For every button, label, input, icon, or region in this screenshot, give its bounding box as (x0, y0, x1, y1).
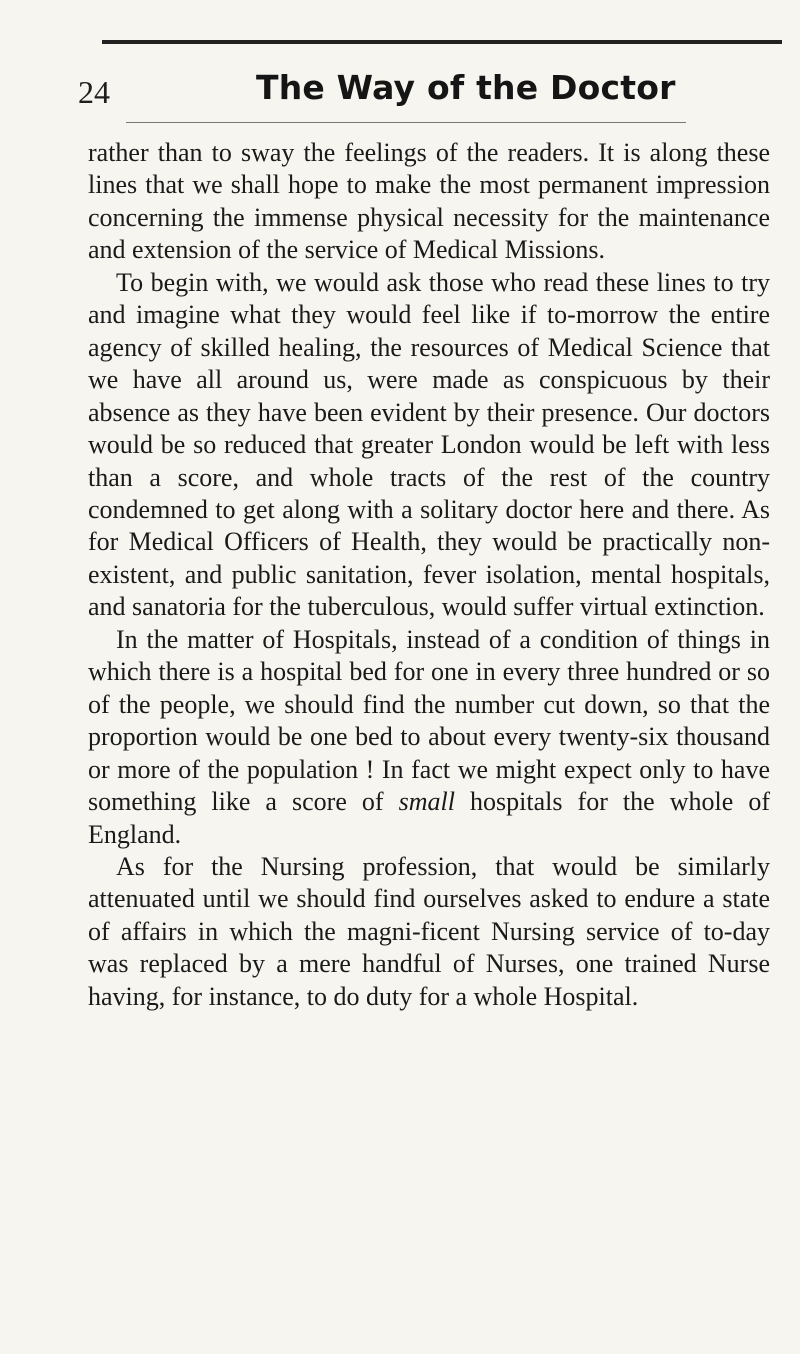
paragraph-3 (88, 624, 770, 851)
body-text (88, 137, 770, 1013)
page-header (78, 62, 782, 122)
paragraph-3-part-2: hospitals for the whole of England. (88, 787, 770, 849)
paragraph-3-part-1: In the matter of Hospitals, instead of a condition of things in which there is a hospital bed for one in every three hundred or so of the people, we should find the number cut down, so that the proportion would be one bed to about every twenty-six thousand or more of the population ! In fact we might expect only to have something like a score of (88, 624, 770, 817)
page-number: 24 (78, 74, 110, 110)
paragraph-1: rather than to sway the feelings of the readers. It is along these lines that we shall hope to make the most permanent impression concerning the immense physical necessity for the maintenance and extension of the service of Medical Missions. (88, 138, 770, 265)
paragraph-2: To begin with, we would ask those who read these lines to try and imagine what they would feel like if to-morrow the entire agency of skilled healing, the resources of Medical Science that we have all around us, were made as conspicuous by their absence as they have been evident by their presence. Our doctors would be so reduced that greater London would be left with less than a score, and whole tracts of the rest of the country condemned to get along with a solitary doctor here and there. As for Medical Officers of Health, they would be practically non-existent, and public sanitation, fever isolation, mental hospitals, and sanatoria for the tuberculous, would suffer virtual extinction. (88, 267, 770, 622)
running-title: The Way of the Doctor (256, 68, 676, 107)
header-rule (126, 122, 686, 123)
top-rule (102, 40, 782, 44)
paragraph-4: As for the Nursing profession, that would be similarly attenuated until we should find ourselves asked to endure a state of affairs in which the magni-ficent Nursing service of to-day was replaced by a mere handful of Nurses, one trained Nurse having, for instance, to do duty for a whole Hospital. (88, 851, 770, 1011)
paragraph-3-italic: small (398, 787, 455, 817)
